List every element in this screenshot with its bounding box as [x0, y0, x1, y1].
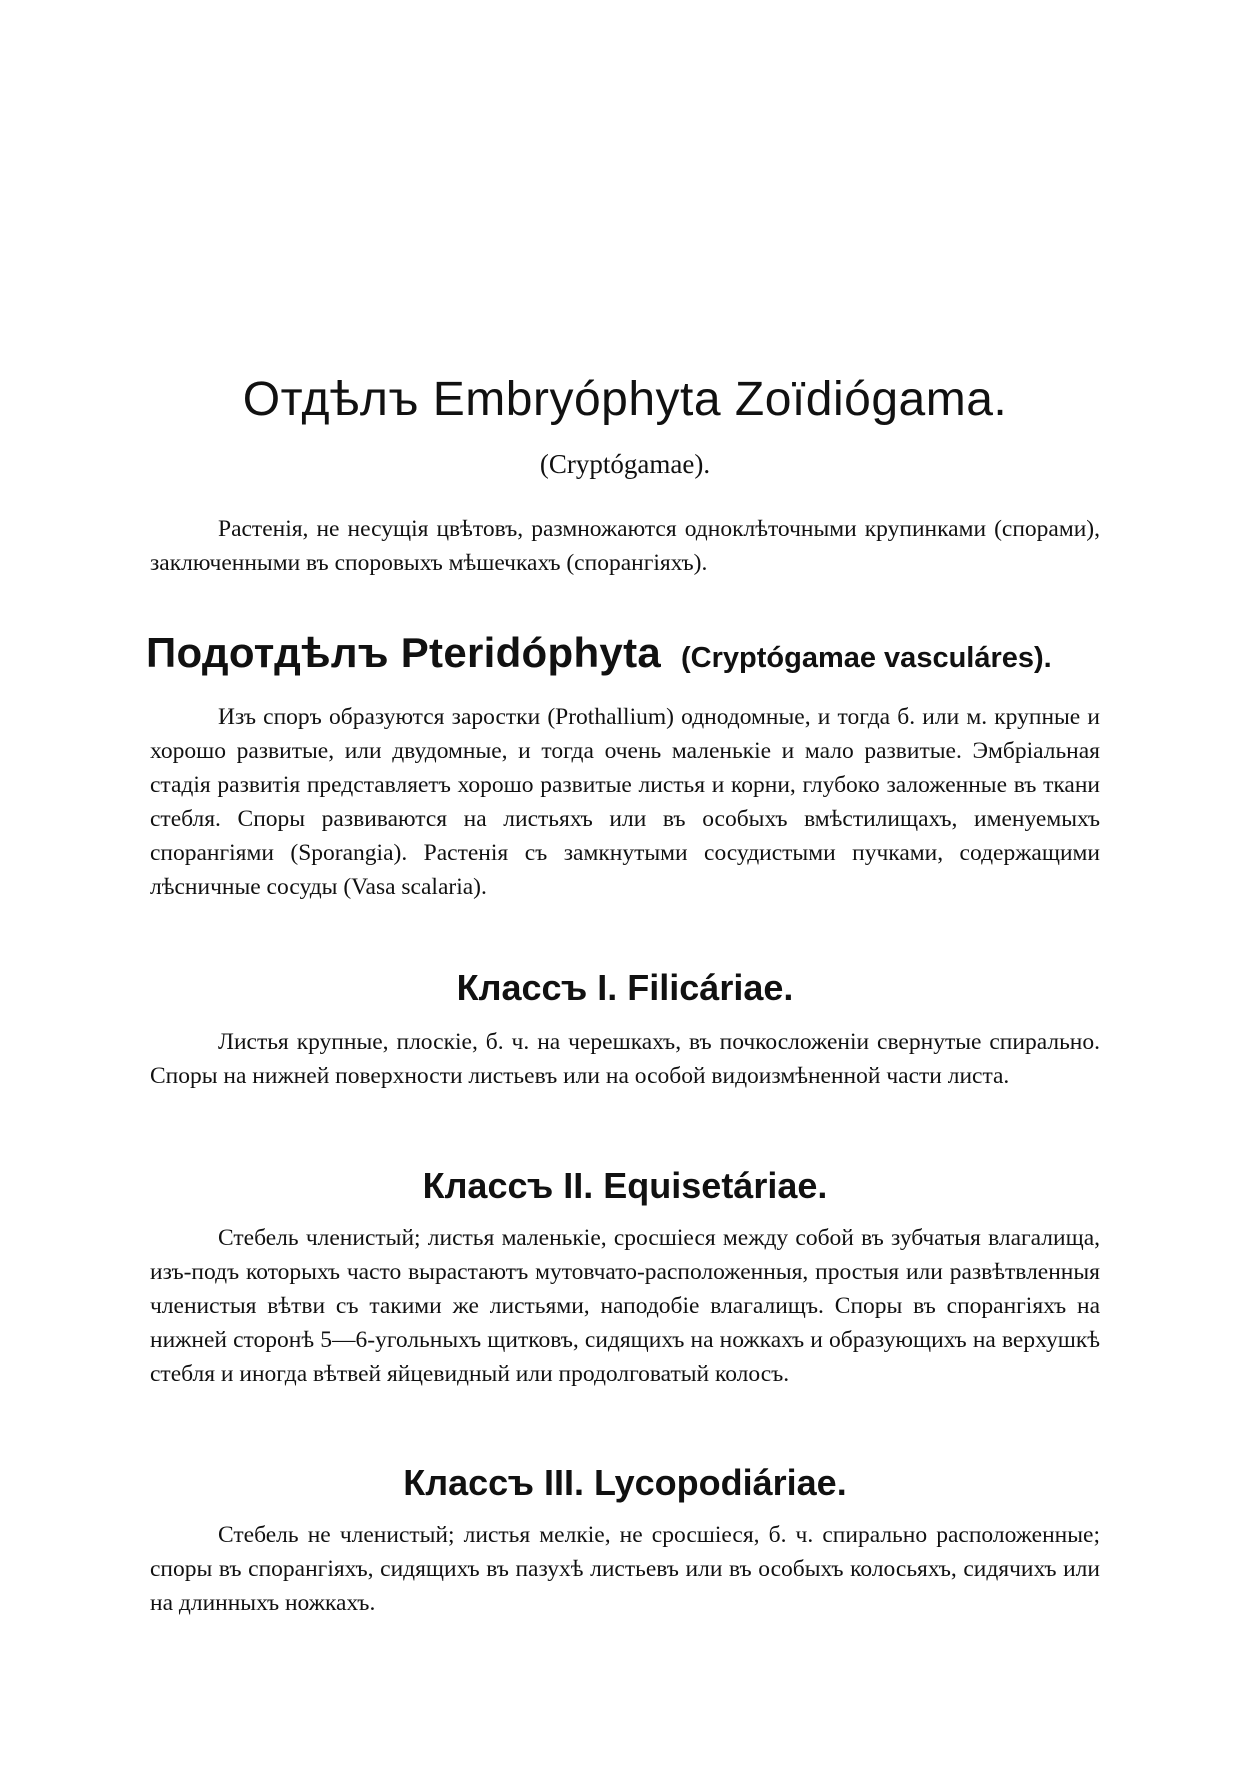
class-description-equisetariae: [150, 1221, 1100, 1391]
subdivision-description-text: Изъ споръ образуются заростки (Prothallium) однодомные, и тогда б. или м. крупные и хорошо развитые, или двудомные, и тогда очень маленькіе и мало развитые. Эмбріальная стадія развитія представляетъ хорошо развитые листья и корни, глубоко заложенные въ ткани стебля. Споры развиваются на листьяхъ или въ особыхъ вмѣстилищахъ, именуемыхъ спорангіями (Sporangia). Растенія съ замкнутыми сосудистыми пучками, содержащими лѣсничные сосуды (Vasa scalaria).: [150, 704, 1100, 900]
subdivision-heading: [146, 625, 1106, 681]
class-description-filicariae: [150, 1025, 1100, 1093]
division-description: [150, 512, 1100, 580]
division-description-text: Растенія, не несущія цвѣтовъ, размножаются одноклѣточными крупинками (спорами), заключенными въ споровыхъ мѣшечкахъ (спорангіяхъ).: [150, 516, 1100, 576]
class-description-lycopodiariae: [150, 1518, 1100, 1620]
class-description-text: Стебель членистый; листья маленькіе, сросшіеся между собой въ зубчатыя влагалища, изъ-подъ которыхъ часто вырастаютъ мутовчато-расположенныя, простыя или развѣтвленныя членистыя вѣтви съ такими же листьями, наподобіе влагалищъ. Споры въ спорангіяхъ на нижней сторонѣ 5—6-угольныхъ щитковъ, сидящихъ на ножкахъ и образующихъ на верхушкѣ стебля и иногда вѣтвей яйцевидный или продолговатый колосъ.: [150, 1225, 1100, 1387]
division-subtitle: (Cryptógamae).: [539, 449, 711, 479]
class-description-text: Листья крупные, плоскіе, б. ч. на черешкахъ, въ почкосложеніи свернутые спирально. Споры на нижней поверхности листьевъ или на особой видоизмѣненной части листа.: [150, 1029, 1100, 1089]
subdivision-description: [150, 700, 1100, 904]
class-description-text: Стебель не членистый; листья мелкіе, не сросшіеся, б. ч. спирально расположенные; споры въ спорангіяхъ, сидящихъ въ пазухѣ листьевъ или въ особыхъ колосьяхъ, сидячихъ или на длинныхъ ножкахъ.: [150, 1522, 1100, 1616]
division-title: Отдѣлъ Embryóphyta Zoïdiógama.: [242, 373, 1008, 426]
class-title-equisetariae: Классъ II. Equisetáriae.: [422, 1165, 828, 1206]
subdivision-title: Подотдѣлъ Pteridóphyta: [146, 629, 662, 676]
subdivision-parenthetical: (Cryptógamae vasculáres).: [681, 642, 1052, 674]
class-title-filicariae: Классъ I. Filicáriae.: [456, 967, 794, 1008]
document-page: [146, 0, 1100, 1786]
class-title-lycopodiariae: Классъ III. Lycopodiáriae.: [403, 1462, 847, 1503]
